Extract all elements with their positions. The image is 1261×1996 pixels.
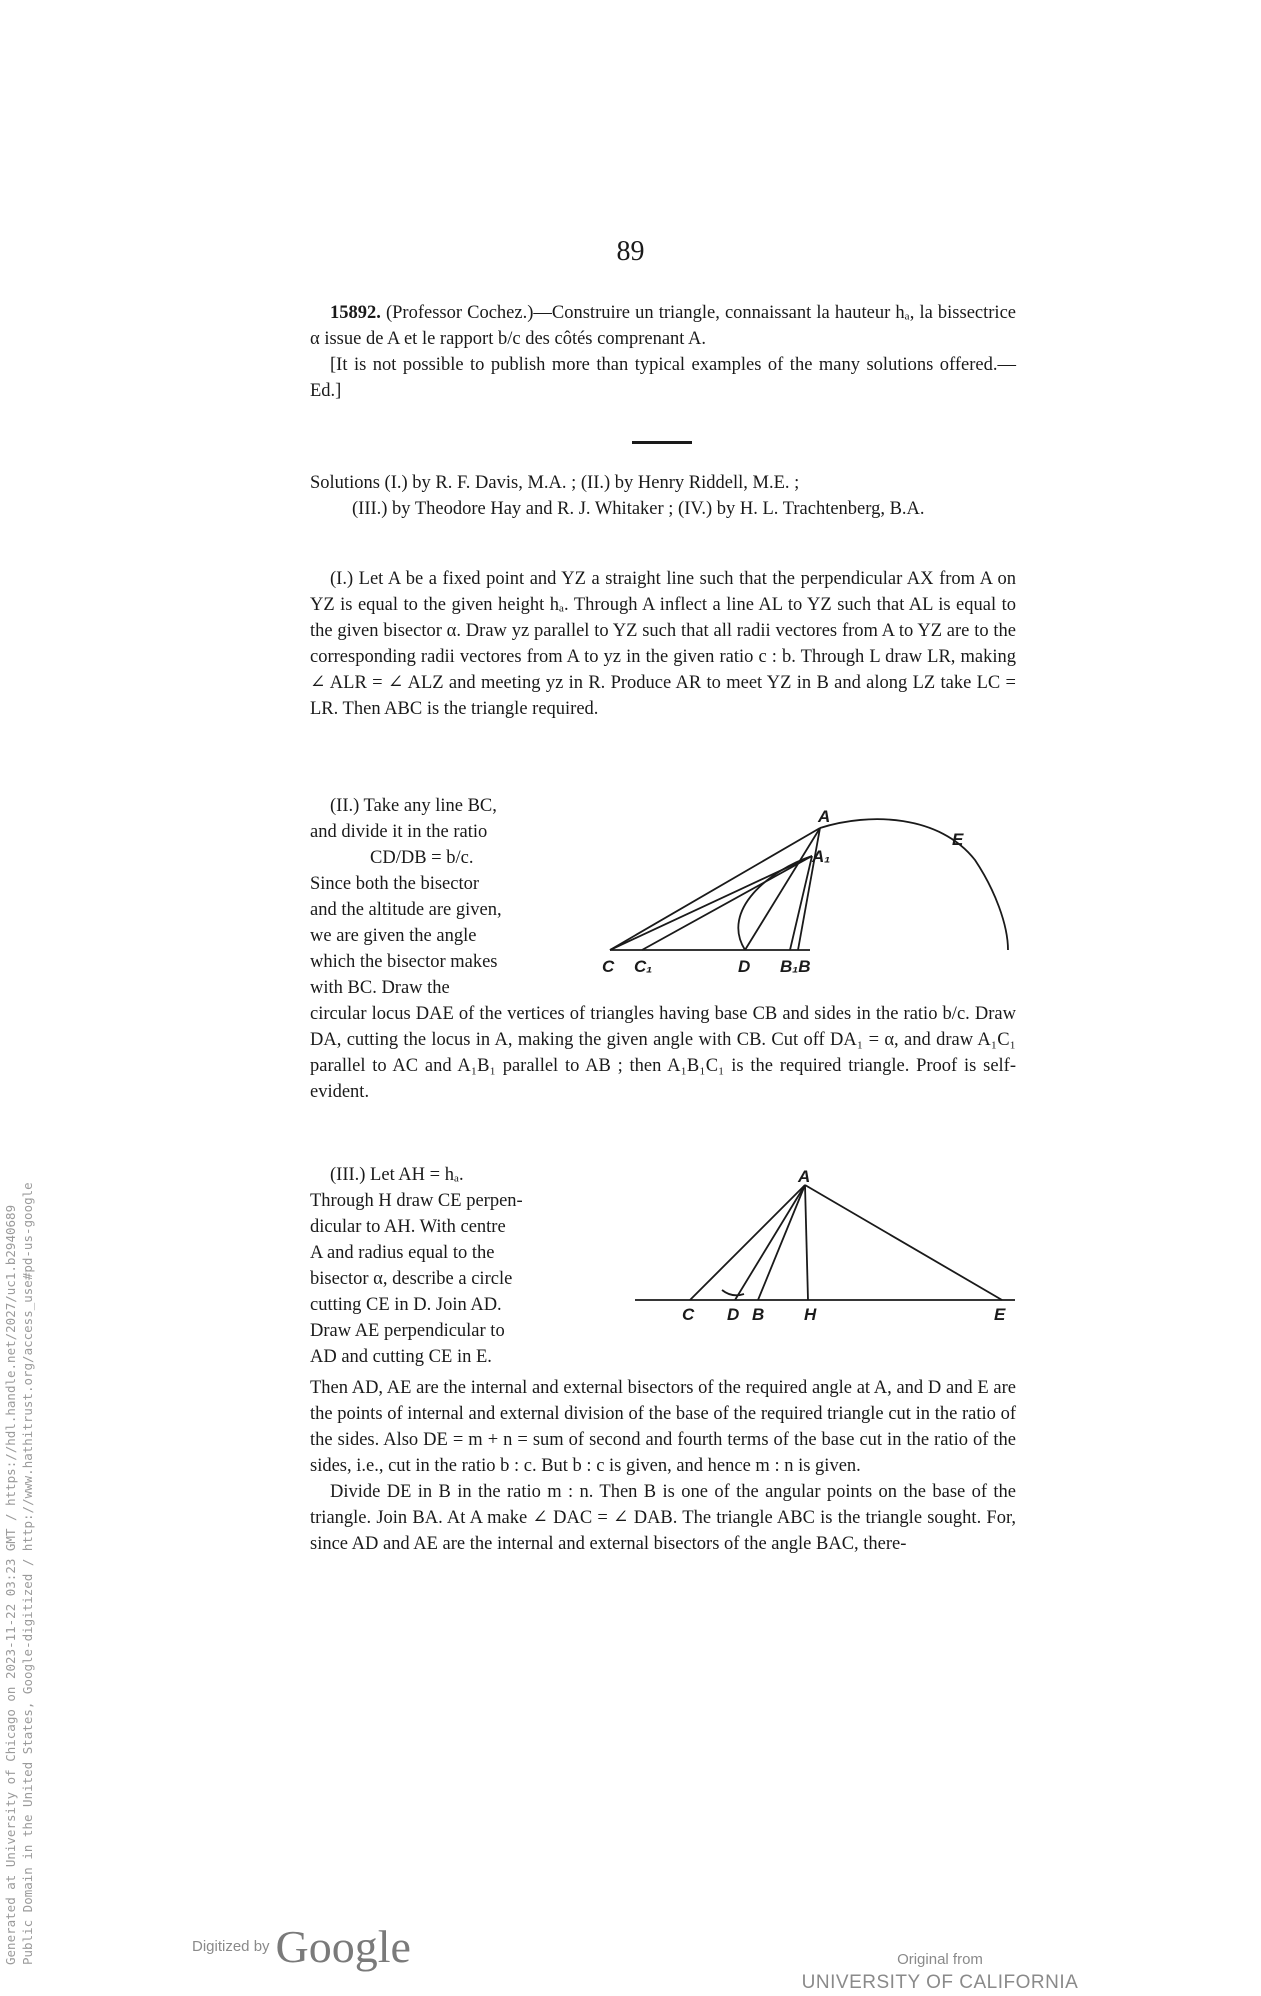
- side-line: A and radius equal to the: [310, 1243, 495, 1263]
- side-line: dicular to AH. With centre: [310, 1217, 506, 1237]
- label-e: E: [952, 830, 964, 849]
- label-c: C: [602, 957, 615, 976]
- side-line: Draw AE perpendicular to: [310, 1321, 505, 1341]
- label-e: E: [994, 1305, 1006, 1324]
- solution-1: [310, 566, 1016, 722]
- problem-number: 15892.: [330, 303, 381, 323]
- solutions-header: [310, 470, 1016, 522]
- side-line: (III.) Let AH = hₐ.: [330, 1165, 464, 1185]
- side-line: Through H draw CE perpen-: [310, 1191, 523, 1211]
- original-from-label: Original from: [897, 1951, 983, 1968]
- digitized-by-label: Digitized by: [192, 1938, 270, 1955]
- solution-2-side-text: [310, 793, 572, 1001]
- line-ae: [805, 1185, 1002, 1300]
- label-c: C: [682, 1305, 695, 1324]
- line-ah: [805, 1185, 808, 1300]
- google-logo: Google: [275, 1921, 411, 1972]
- side-line: (II.) Take any line BC,: [330, 796, 497, 816]
- digitized-by-google: [192, 1920, 411, 1973]
- solution-1-text: (I.) Let A be a fixed point and YZ a straight line such that the perpendicular AX from A on YZ is equal to the given height hₐ. Through A inflect a line AL to YZ such that AL is equal to the given bisector α. Draw yz parallel to YZ such that all radii vectores from A to YZ are to the corresponding radii vectores from A to yz in the given ratio c : b. Through L draw LR, making ∠ ALR = ∠ ALZ and meeting yz in R. Produce AR to meet YZ in B and along LZ take LC = LR. Then ABC is the triangle required.: [310, 569, 1016, 719]
- stamp-line-2: Public Domain in the United States, Google-digitized / http://www.hathitrust.org/access_use#pd-us-google: [20, 1182, 35, 1965]
- side-line: Since both the bisector: [310, 874, 480, 894]
- side-line: and the altitude are given,: [310, 900, 502, 920]
- label-b1b: B₁B: [780, 957, 811, 976]
- solution-2-text: circular locus DAE of the vertices of triangles having base CB and sides in the ratio b/c. Draw DA, cutting the locus in A, making the given angle with CB. Cut off DA₁ = α, and draw A₁C₁ parallel to AC and A₁B₁ parallel to AB ; then A₁B₁C₁ is the required triangle. Proof is self-evident.: [310, 1004, 1016, 1102]
- label-a: A: [818, 807, 831, 826]
- label-h: H: [804, 1305, 817, 1324]
- side-line: bisector α, describe a circle: [310, 1269, 513, 1289]
- line-ab: [758, 1185, 805, 1300]
- label-b: B: [752, 1305, 765, 1324]
- solutions-header-line2: (III.) by Theodore Hay and R. J. Whitaker ; (IV.) by H. L. Trachtenberg, B.A.: [352, 499, 925, 519]
- stamp-line-1: Generated at University of Chicago on 2023-11-22 03:23 GMT / https://hdl.handle.net/2027/uc1.b2940689: [3, 1204, 18, 1965]
- side-line: we are given the angle: [310, 926, 477, 946]
- solution-3-para2: Divide DE in B in the ratio m : n. Then B is one of the angular points on the base of the triangle. Join BA. At A make ∠ DAC = ∠ DAB. The triangle ABC is the triangle sought. For, since AD and AE are the internal and external bisectors of the angle BAC, there-: [310, 1482, 1016, 1554]
- side-line: AD and cutting CE in E.: [310, 1347, 492, 1367]
- university-name: UNIVERSITY OF CALIFORNIA: [801, 1972, 1079, 1993]
- arc-locus: [820, 819, 1008, 950]
- line-c1a1: [642, 856, 812, 950]
- side-line: which the bisector makes: [310, 952, 498, 972]
- side-line: cutting CE in D. Join AD.: [310, 1295, 502, 1315]
- figure-3: [630, 1170, 1020, 1330]
- solution-3-continued: [310, 1375, 1016, 1557]
- problem-text: (Professor Cochez.)—Construire un triangle, connaissant la hauteur hₐ, la bissectrice α issue de A et le rapport b/c des côtés comprenant A.: [310, 303, 1016, 349]
- label-a1: A₁: [812, 847, 831, 866]
- label-d: D: [727, 1305, 740, 1324]
- side-line: and divide it in the ratio: [310, 822, 488, 842]
- line-ad: [735, 1185, 805, 1300]
- problem-statement: [310, 300, 1016, 404]
- section-divider: [632, 441, 692, 444]
- solution-2-continued: [310, 1001, 1016, 1105]
- solutions-header-line1: Solutions (I.) by R. F. Davis, M.A. ; (II.) by Henry Riddell, M.E. ;: [310, 473, 800, 493]
- problem-paragraph: [310, 300, 1016, 352]
- solution-3-text: Then AD, AE are the internal and external bisectors of the required angle at A, and D and E are the points of internal and external division of the base of the required triangle cut in the ratio of the sides. Also DE = m + n = sum of second and fourth terms of the base cut in the ratio of the sides, i.e., cut in the ratio b : c. But b : c is given, and hence m : n is given.: [310, 1378, 1016, 1476]
- line-ac: [690, 1185, 805, 1300]
- figure-2: [590, 800, 1020, 990]
- side-line: with BC. Draw the: [310, 978, 450, 998]
- label-a: A: [798, 1170, 811, 1186]
- label-d: D: [738, 957, 751, 976]
- side-line: CD/DB = b/c.: [370, 848, 474, 868]
- page-number: 89: [616, 236, 645, 267]
- label-c1: C₁: [634, 957, 653, 976]
- hathitrust-stamp: [2, 1182, 36, 1965]
- original-from: [790, 1950, 1090, 1996]
- editor-note: [It is not possible to publish more than typical examples of the many solutions offered.—Ed.]: [310, 355, 1016, 401]
- line-ca: [610, 828, 820, 950]
- solution-3-side-text: [310, 1162, 602, 1370]
